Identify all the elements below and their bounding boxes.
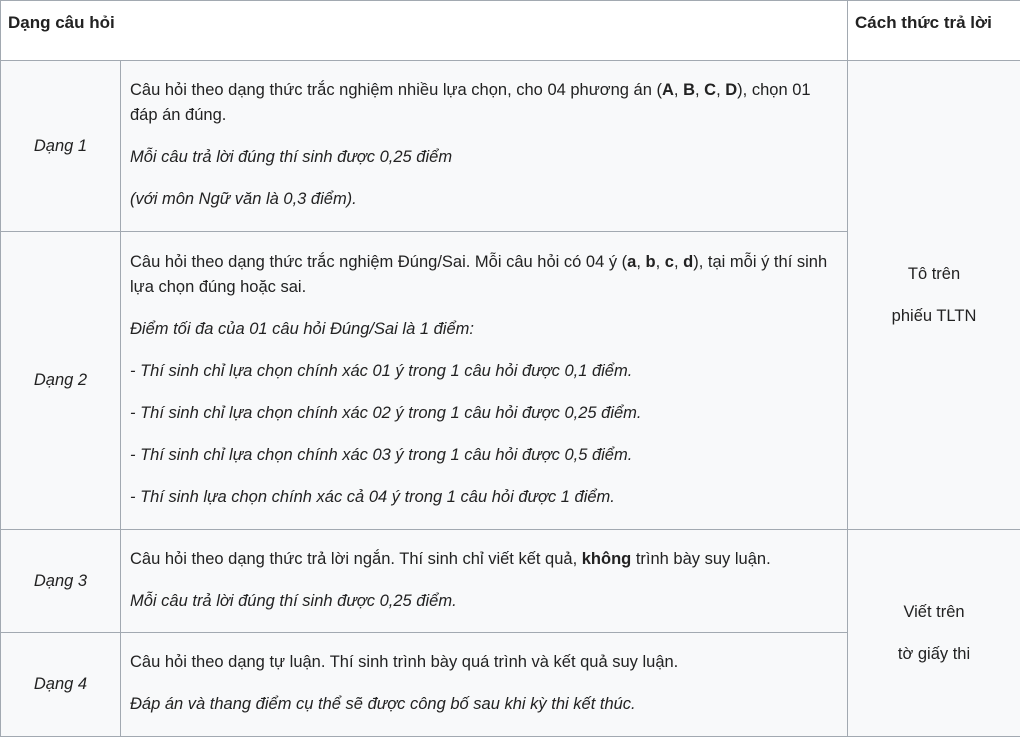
answer-cell — [848, 61, 1020, 530]
row-note: (với môn Ngữ văn là 0,3 điểm). — [130, 190, 357, 208]
table-row — [1, 530, 1020, 633]
row-content — [121, 232, 848, 530]
row-label: Dạng 1 — [1, 61, 121, 232]
answer-cell — [848, 530, 1020, 737]
row-content — [121, 530, 848, 633]
row-score: Mỗi câu trả lời đúng thí sinh được 0,25 điểm — [130, 148, 453, 166]
answer-line: tờ giấy thi — [897, 644, 971, 663]
scoring-rule: - Thí sinh lựa chọn chính xác cả 04 ý trong 1 câu hỏi được 1 điểm. — [130, 487, 615, 506]
header-question-type: Dạng câu hỏi — [1, 1, 848, 61]
scoring-rule: - Thí sinh chỉ lựa chọn chính xác 01 ý trong 1 câu hỏi được 0,1 điểm. — [130, 361, 633, 380]
row-score: Mỗi câu trả lời đúng thí sinh được 0,25 điểm. — [130, 591, 457, 610]
table-header-row — [1, 1, 1020, 61]
answer-line: phiếu TLTN — [891, 306, 977, 325]
header-answer-method: Cách thức trả lời — [848, 1, 1020, 61]
answer-line: Viết trên — [903, 602, 965, 621]
row-label: Dạng 2 — [1, 232, 121, 530]
row-max-score: Điểm tối đa của 01 câu hỏi Đúng/Sai là 1 điểm: — [130, 319, 474, 338]
row-content — [121, 633, 848, 737]
row-label: Dạng 3 — [1, 530, 121, 633]
row-intro: Câu hỏi theo dạng thức trắc nghiệm nhiều lựa chọn, cho 04 phương án (A, B, C, D), chọn 01 đáp án đúng. — [130, 81, 811, 124]
row-intro: Câu hỏi theo dạng tự luận. Thí sinh trình bày quá trình và kết quả suy luận. — [130, 653, 679, 671]
table-row — [1, 61, 1020, 232]
row-content — [121, 61, 848, 232]
row-intro: Câu hỏi theo dạng thức trả lời ngắn. Thí sinh chỉ viết kết quả, không trình bày suy luận. — [130, 549, 771, 568]
row-intro: Câu hỏi theo dạng thức trắc nghiệm Đúng/Sai. Mỗi câu hỏi có 04 ý (a, b, c, d), tại mỗi ý thí sinh lựa chọn đúng hoặc sai. — [130, 252, 828, 296]
row-label: Dạng 4 — [1, 633, 121, 737]
scoring-rule: - Thí sinh chỉ lựa chọn chính xác 02 ý trong 1 câu hỏi được 0,25 điểm. — [130, 403, 642, 422]
answer-line: Tô trên — [907, 264, 961, 283]
row-note: Đáp án và thang điểm cụ thể sẽ được công bố sau khi kỳ thi kết thúc. — [130, 695, 636, 713]
scoring-rule: - Thí sinh chỉ lựa chọn chính xác 03 ý trong 1 câu hỏi được 0,5 điểm. — [130, 445, 633, 464]
